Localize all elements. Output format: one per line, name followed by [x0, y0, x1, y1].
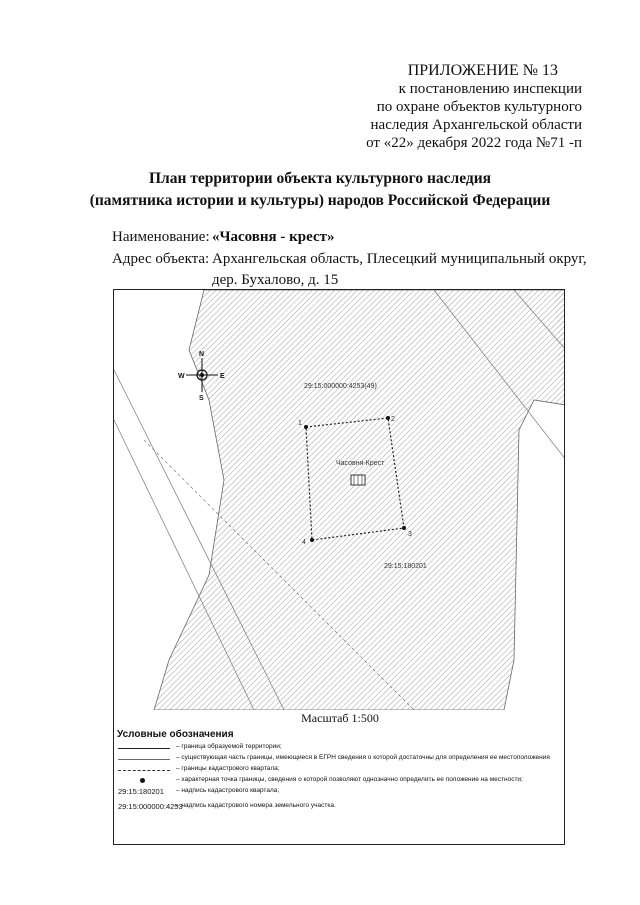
- object-label: Часовня-Крест: [336, 460, 385, 467]
- point-label-1: 1: [298, 420, 302, 427]
- address-line-2: дер. Бухалово, д. 15: [212, 272, 339, 288]
- legend-item-territory-boundary: – граница образуемой территории;: [114, 742, 565, 754]
- point-label-2: 2: [391, 416, 395, 423]
- title-line-1: План территории объекта культурного наследия: [148, 170, 492, 187]
- territory-plan-map: [113, 289, 565, 845]
- address-label: Адрес объекта:: [112, 251, 210, 267]
- name-label: Наименование:: [112, 229, 210, 245]
- document-title: [0, 168, 640, 212]
- boundary-point-4: [310, 538, 314, 542]
- parcel-area: [154, 290, 565, 710]
- compass-north: N: [199, 351, 205, 358]
- parcel-number-label: 29:15:000000:4253(49): [304, 383, 377, 390]
- legend-title: Условные обозначения: [117, 729, 234, 740]
- legend-item-existing-boundary: – существующая часть границы, имеющиеся в ЕГРН сведения о которой достаточны для определения ее местоположения: [114, 753, 565, 765]
- legend-item-boundary-point: – характерная точка границы, сведения о которой позволяют однозначно определить ее положение на местности;: [114, 775, 565, 787]
- appendix-number: ПРИЛОЖЕНИЕ № 13: [407, 62, 558, 79]
- address-line-1: Архангельская область, Плесецкий муниципальный округ,: [212, 251, 587, 267]
- appendix-line-4: наследия Архангельской области: [370, 117, 582, 133]
- point-label-3: 3: [408, 531, 412, 538]
- point-label-4: 4: [302, 539, 306, 546]
- parcel-label-symbol: 29:15:000000:4253: [118, 802, 183, 811]
- appendix-date: от «22» декабря 2022 года №71 -п: [366, 135, 582, 151]
- appendix-line-2: к постановлению инспекции: [398, 81, 582, 97]
- appendix-line-3: по охране объектов культурного: [376, 99, 582, 115]
- compass-west: W: [178, 373, 185, 380]
- compass-east: E: [220, 373, 225, 380]
- quarter-number-label: 29:15:180201: [384, 563, 427, 570]
- boundary-point-2: [386, 416, 390, 420]
- legend-item-parcel-label: 29:15:000000:4253 – надпись кадастрового номера земельного участка.: [118, 802, 336, 811]
- compass-south: S: [199, 395, 204, 402]
- map-scale: Масштаб 1:500: [301, 711, 379, 725]
- title-line-2: (памятника истории и культуры) народов Российской Федерации: [89, 192, 551, 209]
- map-drawing: [114, 290, 565, 710]
- boundary-point-1: [304, 425, 308, 429]
- boundary-point-3: [402, 526, 406, 530]
- quarter-label-symbol: 29:15:180201: [118, 787, 164, 796]
- legend-item-quarter-boundary: – границы кадастрового квартала;: [114, 764, 565, 776]
- appendix-header: [282, 62, 582, 152]
- name-value: «Часовня - крест»: [212, 229, 335, 245]
- legend-item-quarter-label: 29:15:180201 – надпись кадастрового квартала;: [118, 787, 280, 796]
